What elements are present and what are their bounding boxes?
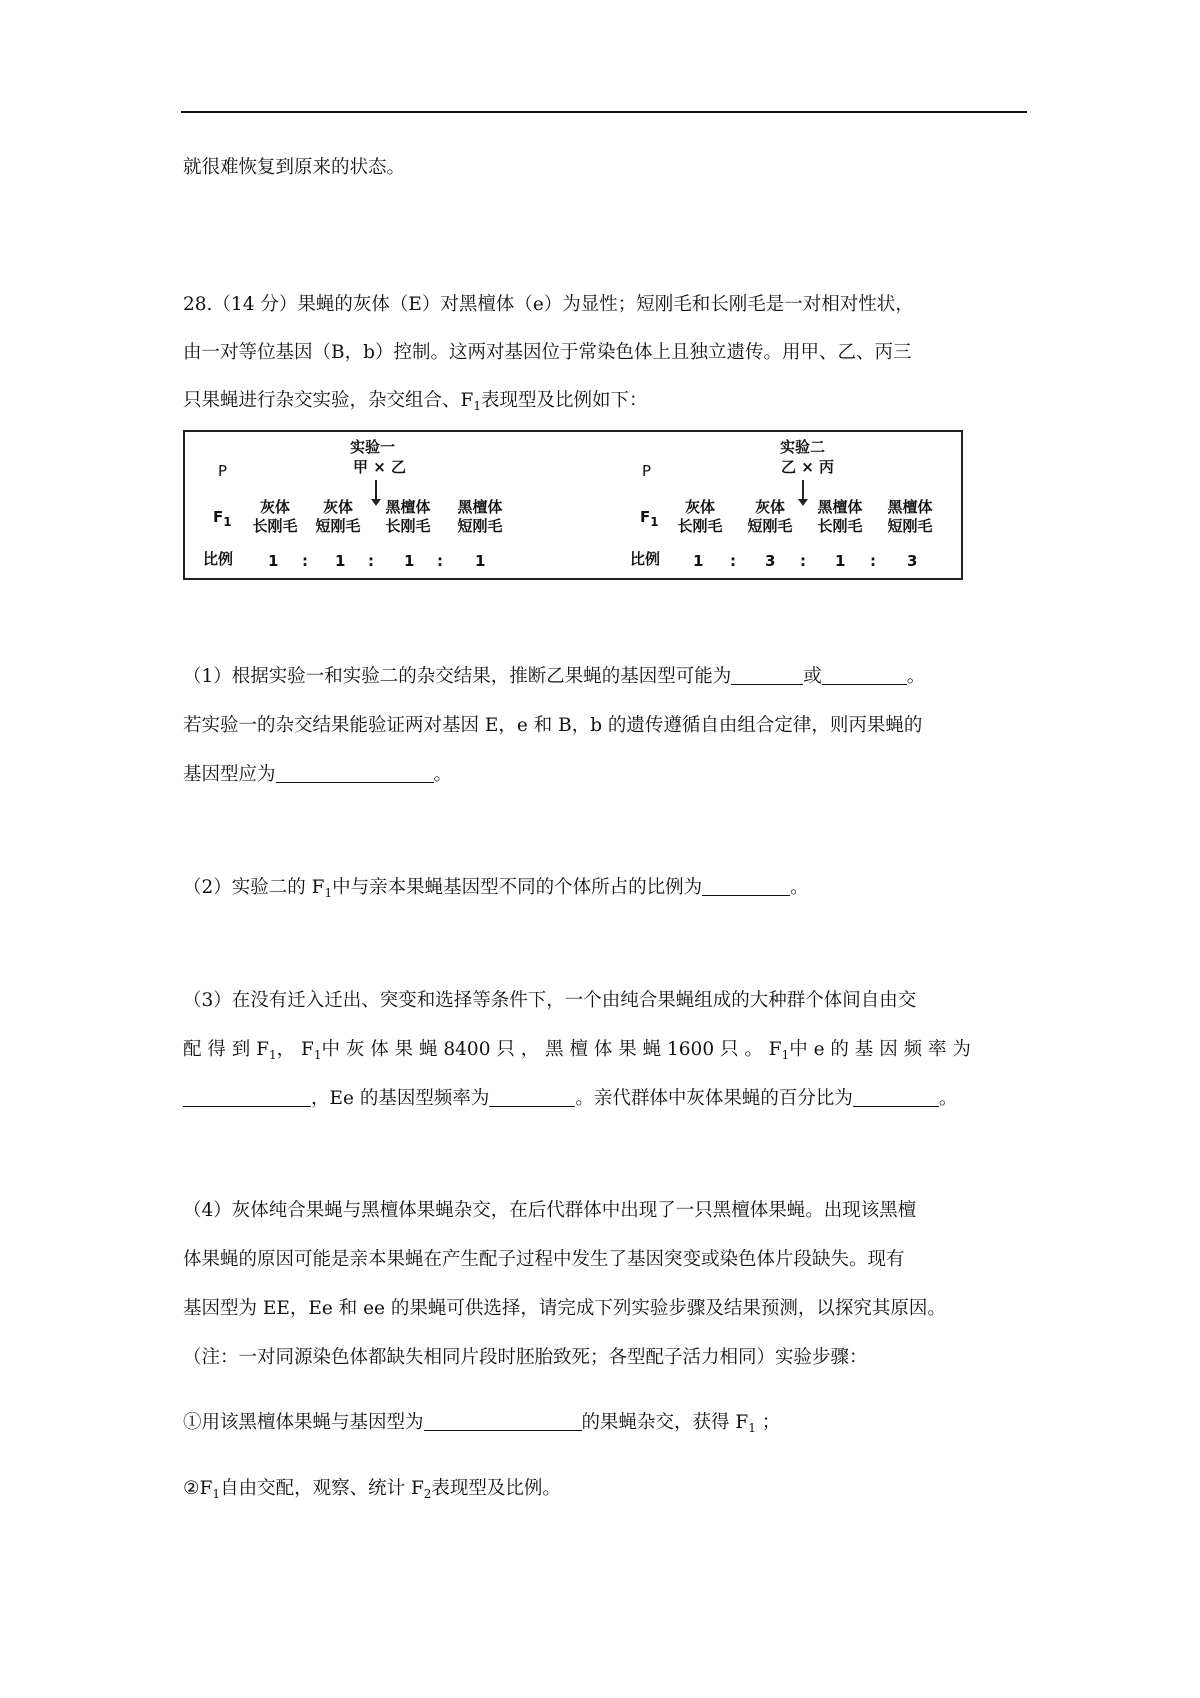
- exp2-ratio-3: 1: [835, 552, 846, 570]
- exp1-cross: 甲 × 乙: [353, 458, 407, 476]
- exp1-ratio-1: 1: [268, 552, 279, 570]
- step-1-line: ①用该黑檀体果蝇与基因型为 的果蝇杂交，获得 $F_1$ ；: [183, 1412, 781, 1435]
- exp1-ratio-label: 比例: [203, 550, 234, 568]
- exp1-pheno-2: 灰体 短刚毛: [315, 498, 361, 535]
- part-3-line-2: 配 得 到 $F_1$， $F_1$中 灰 体 果 蝇 8400 只 ， 黑 檀 体 果 蝇 1600 只 。 $F_1$中 e 的 基 因 频 率 为: [183, 1039, 971, 1062]
- answer-blank[interactable]: [489, 1088, 575, 1107]
- exp2-pheno-4: 黑檀体 短刚毛: [887, 498, 933, 535]
- part-1-line-3: 基因型应为 。: [183, 764, 453, 785]
- exp1-f1-label: $F_1$: [213, 508, 232, 529]
- exp2-arrow: [802, 480, 804, 500]
- answer-blank[interactable]: [183, 1088, 311, 1107]
- exp2-f1-label: $F_1$: [640, 508, 659, 529]
- question-28-line-3: 只果蝇进行杂交实验，杂交组合、$F_1$表现型及比例如下：: [183, 390, 648, 413]
- exp1-title: 实验一: [350, 438, 396, 456]
- exp1-pheno-4: 黑檀体 短刚毛: [457, 498, 503, 535]
- exp1-ratio-sep: :: [437, 552, 443, 570]
- answer-blank[interactable]: [702, 877, 790, 896]
- answer-blank[interactable]: [424, 1412, 582, 1431]
- answer-blank[interactable]: [853, 1088, 939, 1107]
- exp2-pheno-3: 黑檀体 长刚毛: [817, 498, 863, 535]
- exp1-ratio-2: 1: [335, 552, 346, 570]
- part-3-line-3: ，Ee 的基因型频率为 。亲代群体中灰体果蝇的百分比为 。: [183, 1086, 957, 1112]
- exp2-ratio-2: 3: [765, 552, 776, 570]
- part-2-line: （2）实验二的 $F_1$中与亲本果蝇基因型不同的个体所占的比例为 。: [183, 877, 809, 900]
- part-4-line-3: 基因型为 EE，Ee 和 ee 的果蝇可供选择，请完成下列实验步骤及结果预测，以探究其原因。: [183, 1298, 946, 1319]
- exp2-ratio-sep: :: [730, 552, 736, 570]
- header-rule: [181, 111, 1027, 113]
- answer-blank[interactable]: [276, 764, 434, 783]
- exp1-arrow: [375, 480, 377, 500]
- exp2-ratio-label: 比例: [630, 550, 661, 568]
- step-2-line: $②F_1$自由交配，观察、统计 $F_2$表现型及比例。: [183, 1478, 561, 1501]
- part-1-line-2: 若实验一的杂交结果能验证两对基因 E，e 和 B，b 的遗传遵循自由组合定律，则丙果蝇的: [183, 715, 923, 736]
- part-3-line-1: （3）在没有迁入迁出、突变和选择等条件下，一个由纯合果蝇组成的大种群个体间自由交: [183, 990, 917, 1011]
- exp2-pheno-2: 灰体 短刚毛: [747, 498, 793, 535]
- part-4-line-4: （注：一对同源染色体都缺失相同片段时胚胎致死；各型配子活力相同）实验步骤：: [183, 1347, 868, 1368]
- question-28-line-1: 28.（14 分）果蝇的灰体（E）对黑檀体（e）为显性；短刚毛和长刚毛是一对相对性状，: [183, 294, 914, 315]
- exp2-title: 实验二: [780, 438, 826, 456]
- exp2-pheno-1: 灰体 长刚毛: [677, 498, 723, 535]
- exp2-ratio-1: 1: [693, 552, 704, 570]
- exp1-ratio-sep: :: [302, 552, 308, 570]
- text-line: 就很难恢复到原来的状态。: [183, 157, 406, 178]
- exp2-ratio-sep: :: [800, 552, 806, 570]
- exp1-ratio-sep: :: [368, 552, 374, 570]
- exp1-pheno-1: 灰体 长刚毛: [252, 498, 298, 535]
- exp2-ratio-sep: :: [870, 552, 876, 570]
- part-4-line-1: （4）灰体纯合果蝇与黑檀体果蝇杂交，在后代群体中出现了一只黑檀体果蝇。出现该黑檀: [183, 1200, 917, 1221]
- answer-blank[interactable]: [822, 666, 907, 685]
- exp1-ratio-3: 1: [404, 552, 415, 570]
- exp1-pheno-3: 黑檀体 长刚毛: [385, 498, 431, 535]
- exp2-p-label: P: [642, 462, 652, 480]
- cross-experiment-figure: [183, 430, 963, 580]
- part-4-line-2: 体果蝇的原因可能是亲本果蝇在产生配子过程中发生了基因突变或染色体片段缺失。现有: [183, 1249, 905, 1270]
- exp2-ratio-4: 3: [907, 552, 918, 570]
- exp2-cross: 乙 × 丙: [781, 458, 835, 476]
- exp1-ratio-4: 1: [475, 552, 486, 570]
- part-1-line-1: （1）根据实验一和实验二的杂交结果，推断乙果蝇的基因型可能为 或 。: [183, 666, 926, 687]
- question-28-line-2: 由一对等位基因（B，b）控制。这两对基因位于常染色体上且独立遗传。用甲、乙、丙三: [183, 342, 912, 363]
- answer-blank[interactable]: [731, 666, 803, 685]
- exp1-p-label: P: [218, 462, 228, 480]
